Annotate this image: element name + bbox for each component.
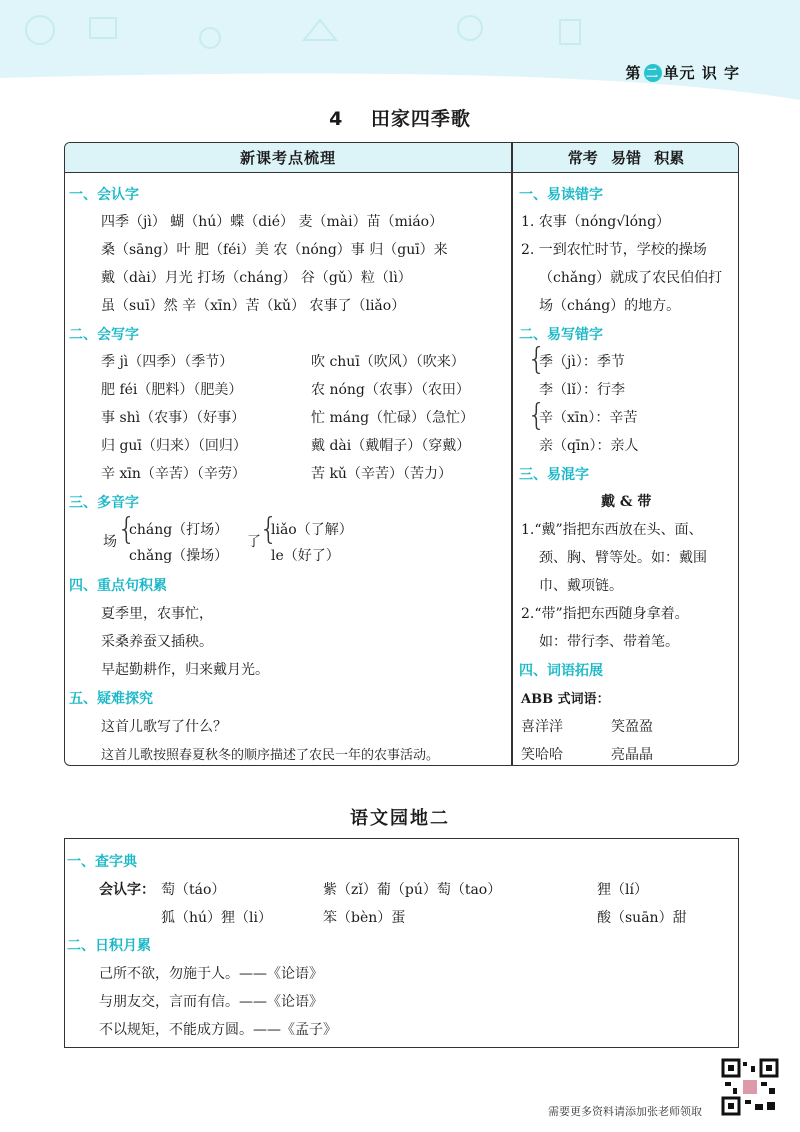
brace-icon: { <box>527 398 547 433</box>
left-header: 新课考点梳理 <box>239 149 336 167</box>
dict-entry: 萄（táo） <box>161 882 226 898</box>
misread-line: 场（cháng）的地方。 <box>539 298 681 314</box>
quote-line: 不以规矩，不能成方圆。——《孟子》 <box>99 1022 337 1038</box>
right-sec1-title: 一、易读错字 <box>519 187 603 203</box>
write-line: 吹 chuī（吹风）（吹来） <box>311 354 465 370</box>
right-sec4-title: 四、词语拓展 <box>519 663 603 679</box>
garden-sec2-title: 二、日积月累 <box>67 938 151 954</box>
write-line: 归 guī（归来）（回归） <box>101 438 247 454</box>
brace-icon: { <box>117 512 137 547</box>
footer-text: 需要更多资料请添加张老师领取 <box>548 1105 702 1118</box>
right-sec3-title: 三、易混字 <box>519 467 589 483</box>
miswrite-line: 季（jì）：季节 <box>539 354 625 370</box>
sentence-line: 采桑养蚕又插秧。 <box>101 634 213 650</box>
write-line: 苦 kǔ（辛苦）（苦力） <box>311 466 452 482</box>
abb-word: 笑哈哈 <box>521 747 563 763</box>
write-line: 忙 máng（忙碌）（急忙） <box>311 410 475 426</box>
abb-label: ABB 式词语： <box>521 692 610 707</box>
unit-suffix: 单元 识 字 <box>663 64 740 82</box>
unit-label <box>626 62 740 83</box>
unit-prefix: 第 <box>625 64 642 82</box>
write-line: 农 nóng（农事）（农田） <box>311 382 470 398</box>
confusable-line: 2.“带”指把东西随身拿着。 <box>521 606 689 622</box>
dict-entry: 笨（bèn）蛋 <box>323 910 406 926</box>
garden-panel <box>64 838 739 1048</box>
column-divider <box>511 143 513 765</box>
header-band <box>0 0 800 100</box>
sentence-line: 早起勤耕作，归来戴月光。 <box>101 662 269 678</box>
question-line: 这首儿歌写了什么？ <box>101 719 227 735</box>
left-sec1-title: 一、会认字 <box>69 187 139 203</box>
lesson-number: 4 <box>329 108 344 130</box>
poly1-reading-b: chǎng（操场） <box>129 548 229 564</box>
left-sec2-title: 二、会写字 <box>69 327 139 343</box>
panel-header <box>65 143 738 173</box>
dict-entry: 狐（hú）狸（li） <box>161 910 272 926</box>
left-sec5-title: 五、疑难探究 <box>69 691 153 707</box>
misread-line: 1. 农事（nóng√lóng） <box>521 214 671 230</box>
lesson-name: 田家四季歌 <box>370 108 471 130</box>
left-sec4-title: 四、重点句积累 <box>69 578 167 594</box>
recog-line: 桑（sāng）叶 肥（féi）美 农（nóng）事 归（guī）来 <box>101 242 448 258</box>
write-line: 辛 xīn（辛苦）（辛劳） <box>101 466 246 482</box>
quote-line: 与朋友交，言而有信。——《论语》 <box>99 994 323 1010</box>
write-line: 事 shì（农事）（好事） <box>101 410 246 426</box>
write-line: 肥 féi（肥料）（肥美） <box>101 382 243 398</box>
confusable-line: 颈、胸、臂等处。如：戴围 <box>539 550 707 566</box>
miswrite-line: 李（lǐ）：行李 <box>539 382 625 398</box>
left-sec3-title: 三、多音字 <box>69 495 139 511</box>
abb-word: 笑盈盈 <box>611 719 653 735</box>
brace-icon: { <box>527 342 547 377</box>
confusable-line: 如：带行李、带着笔。 <box>539 634 679 650</box>
abb-word: 亮晶晶 <box>611 747 653 763</box>
write-line: 戴 dài（戴帽子）（穿戴） <box>311 438 471 454</box>
dict-entry: 紫（zǐ）葡（pú）萄（tao） <box>323 882 502 898</box>
poly2-reading-b: le（好了） <box>271 548 340 564</box>
write-line: 季 jì（四季）（季节） <box>101 354 234 370</box>
sentence-line: 夏季里，农事忙， <box>101 606 213 622</box>
confusable-line: 1.“戴”指把东西放在头、面、 <box>521 522 703 538</box>
header-wave-decoration <box>0 0 800 100</box>
recog-line: 戴（dài）月光 打场（cháng） 谷（gǔ）粒（lì） <box>101 270 412 286</box>
poly2-reading-a: liǎo（了解） <box>271 522 353 538</box>
garden-title: 语文园地二 <box>350 808 450 829</box>
lesson-title <box>0 104 800 131</box>
misread-line: 2. 一到农忙时节，学校的操场 <box>521 242 707 258</box>
poly2-char: 了 <box>247 534 261 550</box>
qr-code-icon[interactable] <box>721 1058 779 1116</box>
lesson-panel <box>64 142 739 766</box>
recog-label: 会认字： <box>99 882 155 898</box>
right-header: 常考 易错 积累 <box>567 149 685 167</box>
recog-line: 虽（suī）然 辛（xīn）苦（kǔ） 农事了（liǎo） <box>101 298 406 314</box>
miswrite-line: 亲（qīn）：亲人 <box>539 438 639 454</box>
right-sec2-title: 二、易写错字 <box>519 327 603 343</box>
miswrite-line: 辛（xīn）：辛苦 <box>539 410 638 426</box>
confusable-line: 巾、戴项链。 <box>539 578 623 594</box>
abb-word: 喜洋洋 <box>521 719 563 735</box>
brace-icon: { <box>259 512 279 547</box>
misread-line: （chǎng）就成了农民伯伯打 <box>539 270 723 286</box>
garden-sec1-title: 一、查字典 <box>67 854 137 870</box>
answer-line: 这首儿歌按照春夏秋冬的顺序描述了农民一年的农事活动。 <box>101 748 440 763</box>
quote-line: 己所不欲，勿施于人。——《论语》 <box>99 966 323 982</box>
poly1-char: 场 <box>103 534 117 550</box>
dict-entry: 酸（suān）甜 <box>597 910 687 926</box>
confusable-pair: 戴 & 带 <box>601 494 652 510</box>
poly1-reading-a: cháng（打场） <box>129 522 229 538</box>
unit-number-badge: 二 <box>644 64 662 82</box>
recog-line: 四季（jì） 蝴（hú）蝶（dié） 麦（mài）苗（miáo） <box>101 214 444 230</box>
dict-entry: 狸（lí） <box>597 882 648 898</box>
